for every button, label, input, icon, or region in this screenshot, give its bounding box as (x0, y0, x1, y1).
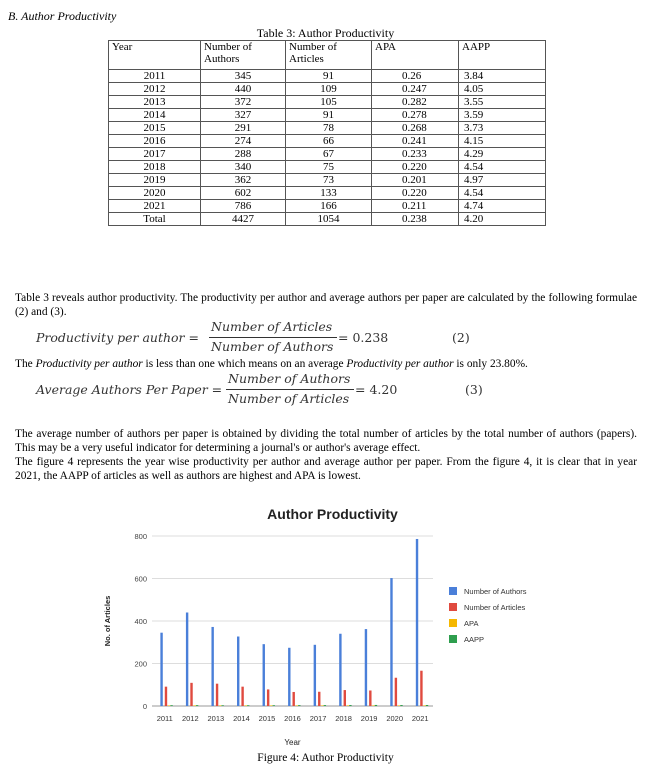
cell-apa: 0.282 (372, 96, 459, 109)
x-tick-label: 2013 (207, 714, 225, 723)
p2-em1: Productivity per author (35, 358, 143, 370)
y-tick-label: 600 (134, 574, 147, 584)
bar-number-of-authors (160, 633, 162, 706)
table-row (109, 96, 546, 109)
p2-em2: Productivity per author (346, 358, 454, 370)
cell-aapp: 4.20 (459, 213, 546, 226)
bar-apa (219, 705, 221, 706)
cell-apa: 0.278 (372, 109, 459, 122)
table-row (109, 200, 546, 213)
bar-number-of-articles (190, 683, 192, 706)
bar-aapp (221, 705, 223, 706)
cell-authors: 345 (201, 70, 286, 83)
bar-number-of-authors (390, 578, 392, 706)
x-tick-label: 2016 (284, 714, 301, 723)
eq3-rhs: = 4.20 (355, 382, 398, 397)
bar-number-of-articles (165, 687, 167, 706)
bar-number-of-authors (211, 627, 213, 706)
bar-apa (168, 705, 170, 706)
cell-apa: 0.211 (372, 200, 459, 213)
cell-articles: 91 (286, 109, 372, 122)
bar-number-of-authors (339, 634, 341, 706)
cell-aapp: 4.29 (459, 148, 546, 161)
cell-authors: 440 (201, 83, 286, 96)
cell-apa: 0.26 (372, 70, 459, 83)
x-tick-label: 2020 (386, 714, 404, 723)
table-row (109, 122, 546, 135)
cell-year: 2020 (109, 187, 201, 200)
eq2-numerator: Number of Articles (211, 319, 333, 334)
x-tick-label: 2015 (258, 714, 276, 723)
bar-number-of-authors (237, 637, 239, 706)
cell-aapp: 4.54 (459, 161, 546, 174)
cell-aapp: 3.55 (459, 96, 546, 109)
legend-label: AAPP (464, 635, 485, 644)
bar-aapp (426, 705, 428, 706)
cell-authors: 372 (201, 96, 286, 109)
x-tick-label: 2011 (156, 714, 173, 723)
cell-aapp: 4.97 (459, 174, 546, 187)
cell-apa: 0.238 (372, 213, 459, 226)
paragraph-aapp-explain: The average number of authors per paper is obtained by dividing the total number of articles by the total number of authors (papers). This may be a very useful indicator for determining a journal's or author's average effect. (15, 428, 637, 454)
cell-articles: 78 (286, 122, 372, 135)
eq3-numerator: Number of Authors (228, 371, 351, 386)
author-productivity-table (108, 40, 546, 226)
bar-apa (372, 705, 374, 706)
cell-aapp: 3.84 (459, 70, 546, 83)
bar-apa (347, 705, 349, 706)
cell-authors: 291 (201, 122, 286, 135)
bar-apa (245, 705, 247, 706)
eq2-rhs: = 0.238 (338, 330, 389, 345)
table-row (109, 213, 546, 226)
p2-post: is only 23.80%. (453, 358, 528, 370)
cell-year: 2019 (109, 174, 201, 187)
bar-number-of-authors (416, 539, 418, 706)
x-axis-label: Year (284, 738, 301, 747)
cell-articles: 67 (286, 148, 372, 161)
cell-articles: 66 (286, 135, 372, 148)
bar-number-of-authors (365, 629, 367, 706)
cell-authors: 340 (201, 161, 286, 174)
eq3-number: (3) (465, 382, 483, 397)
cell-articles: 73 (286, 174, 372, 187)
bar-number-of-articles (293, 692, 295, 706)
table-header-row (109, 41, 546, 70)
bar-number-of-articles (369, 690, 371, 706)
author-productivity-chart (100, 498, 550, 748)
cell-year: 2013 (109, 96, 201, 109)
header-apa: APA (372, 41, 459, 70)
bar-number-of-authors (263, 644, 265, 706)
eq2-fraction-line (209, 337, 337, 338)
cell-year: 2016 (109, 135, 201, 148)
eq3-denominator: Number of Articles (228, 391, 350, 406)
table-row (109, 135, 546, 148)
cell-aapp: 3.73 (459, 122, 546, 135)
bar-number-of-articles (344, 690, 346, 706)
cell-articles: 1054 (286, 213, 372, 226)
bar-number-of-articles (267, 689, 269, 706)
y-tick-label: 800 (134, 532, 147, 541)
table-row (109, 161, 546, 174)
table-row (109, 174, 546, 187)
y-tick-label: 200 (134, 659, 147, 669)
cell-articles: 109 (286, 83, 372, 96)
legend-swatch (449, 587, 457, 595)
table-row (109, 70, 546, 83)
bar-aapp (170, 705, 172, 706)
header-authors: Number of Authors (201, 41, 286, 70)
y-tick-label: 0 (142, 702, 147, 711)
bar-apa (423, 705, 425, 706)
bar-apa (398, 705, 400, 706)
p2-pre: The (15, 358, 36, 370)
bar-apa (194, 705, 196, 706)
cell-apa: 0.233 (372, 148, 459, 161)
eq2-number: (2) (452, 330, 470, 345)
cell-apa: 0.247 (372, 83, 459, 96)
cell-apa: 0.220 (372, 161, 459, 174)
cell-apa: 0.268 (372, 122, 459, 135)
bar-number-of-authors (186, 613, 188, 707)
table-row (109, 148, 546, 161)
legend-label: APA (464, 619, 479, 628)
cell-year: 2011 (109, 70, 201, 83)
x-tick-label: 2021 (411, 714, 429, 723)
cell-year: Total (109, 213, 201, 226)
legend-label: Number of Articles (464, 603, 526, 612)
bar-number-of-authors (288, 648, 290, 706)
legend-swatch (449, 635, 457, 643)
bar-apa (321, 705, 323, 706)
x-tick-label: 2014 (233, 714, 250, 723)
bar-number-of-articles (395, 678, 397, 706)
cell-authors: 602 (201, 187, 286, 200)
paragraph-figure-note: The figure 4 represents the year wise productivity per author and average author per paper. From the figure 4, it is clear that in year 2021, the AAPP of articles as well as authors are highest and APA is lowest. (15, 456, 637, 482)
cell-year: 2014 (109, 109, 201, 122)
cell-year: 2015 (109, 122, 201, 135)
cell-articles: 105 (286, 96, 372, 109)
cell-aapp: 3.59 (459, 109, 546, 122)
bar-number-of-articles (420, 671, 422, 706)
cell-aapp: 4.54 (459, 187, 546, 200)
x-tick-label: 2019 (360, 714, 378, 723)
bar-aapp (298, 705, 300, 706)
chart-title: Author Productivity (267, 506, 398, 522)
x-tick-label: 2018 (335, 714, 352, 723)
x-tick-label: 2012 (181, 714, 199, 723)
y-axis-label: No. of Articles (103, 595, 112, 647)
bar-number-of-articles (216, 684, 218, 706)
cell-apa: 0.241 (372, 135, 459, 148)
bar-aapp (196, 705, 198, 706)
table-row (109, 109, 546, 122)
bar-aapp (273, 705, 275, 706)
cell-apa: 0.201 (372, 174, 459, 187)
bar-number-of-articles (241, 687, 243, 706)
cell-year: 2021 (109, 200, 201, 213)
cell-apa: 0.220 (372, 187, 459, 200)
x-tick-label: 2017 (309, 714, 327, 723)
figure-caption: Figure 4: Author Productivity (257, 752, 394, 764)
bar-number-of-authors (314, 645, 316, 706)
cell-authors: 327 (201, 109, 286, 122)
cell-authors: 362 (201, 174, 286, 187)
legend-swatch (449, 619, 457, 627)
cell-articles: 75 (286, 161, 372, 174)
p2-mid: is less than one which means on an average (142, 358, 347, 370)
section-heading: B. Author Productivity (8, 9, 117, 23)
cell-year: 2018 (109, 161, 201, 174)
cell-authors: 4427 (201, 213, 286, 226)
cell-articles: 91 (286, 70, 372, 83)
table-row (109, 83, 546, 96)
y-tick-label: 400 (134, 617, 147, 626)
bar-aapp (400, 705, 402, 706)
paragraph-intro: Table 3 reveals author productivity. The productivity per author and average authors per paper are calculated by the following formulae (2) and (3). (15, 292, 637, 318)
table-caption: Table 3: Author Productivity (256, 26, 395, 40)
bar-aapp (349, 705, 351, 706)
cell-authors: 786 (201, 200, 286, 213)
cell-authors: 288 (201, 148, 286, 161)
cell-aapp: 4.05 (459, 83, 546, 96)
bar-aapp (375, 705, 377, 706)
header-aapp: AAPP (459, 41, 546, 70)
table-row (109, 187, 546, 200)
eq2-lhs: Productivity per author = (36, 330, 199, 345)
cell-aapp: 4.15 (459, 135, 546, 148)
cell-year: 2017 (109, 148, 201, 161)
cell-articles: 166 (286, 200, 372, 213)
paragraph-apa-note (15, 357, 637, 371)
bar-apa (270, 705, 272, 706)
legend-label: Number of Authors (464, 587, 527, 596)
legend-swatch (449, 603, 457, 611)
cell-articles: 133 (286, 187, 372, 200)
eq3-fraction-line (226, 389, 354, 390)
bar-aapp (247, 705, 249, 706)
eq3-lhs: Average Authors Per Paper = (36, 382, 223, 397)
header-articles: Number of Articles (286, 41, 372, 70)
cell-authors: 274 (201, 135, 286, 148)
bar-aapp (324, 705, 326, 706)
eq2-denominator: Number of Authors (211, 339, 334, 354)
bar-apa (296, 705, 298, 706)
cell-aapp: 4.74 (459, 200, 546, 213)
header-year: Year (109, 41, 201, 70)
cell-year: 2012 (109, 83, 201, 96)
bar-number-of-articles (318, 692, 320, 706)
